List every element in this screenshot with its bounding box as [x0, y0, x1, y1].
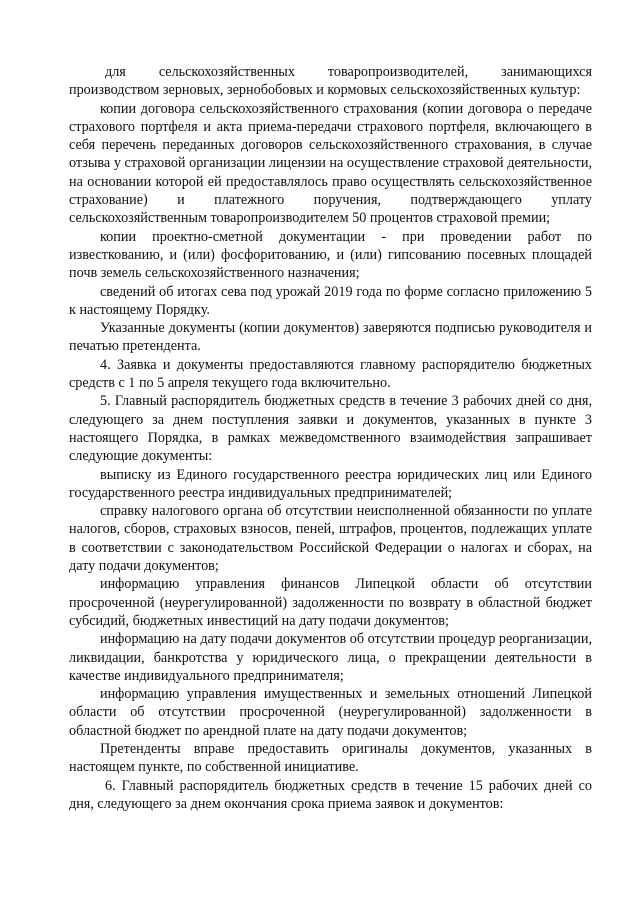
paragraph-item-5: 5. Главный распорядитель бюджетных средств в течение 3 рабочих дней со дня, следующего за днем поступления заявки и документов, указанных в пункте 3 настоящего Порядка, в рамках межведомственного взаимодействия запрашивает следующие документы:	[69, 393, 592, 465]
paragraph-registry-extract: выписку из Единого государственного реестра юридических лиц или Единого государственного реестра индивидуальных предпринимателей;	[69, 466, 592, 501]
paragraph-tax-certificate: справку налогового органа об отсутствии неисполненной обязанности по уплате налогов, сборов, страховых взносов, пеней, штрафов, процентов, подлежащих уплате в соответствии с законодательством Российской Федерации о налогах и сборах, на дату подачи документов;	[69, 503, 592, 575]
paragraph-originals: Претенденты вправе предоставить оригиналы документов, указанных в настоящем пункте, по собственной инициативе.	[69, 740, 592, 776]
paragraph-finance-info: информацию управления финансов Липецкой области об отсутствии просроченной (неурегулированной) задолженности по возврату в областной бюджет субсидий, бюджетных инвестиций на дату подачи документов;	[69, 576, 592, 629]
paragraph-sowing-results: сведений об итогах сева под урожай 2019 года по форме согласно приложению 5 к настоящему Порядку.	[69, 283, 592, 318]
paragraph-item-4: 4. Заявка и документы предоставляются главному распорядителю бюджетных средств с 1 по 5 апреля текущего года включительно.	[69, 356, 592, 392]
paragraph-reorganization-info: информацию на дату подачи документов об отсутствии процедур реорганизации, ликвидации, банкротства у юридического лица, о прекращении деятельности в качестве индивидуального предпринимателя;	[69, 631, 592, 684]
paragraph-project-documentation: копии проектно-сметной документации - при проведении работ по известкованию, и (или) фосфоритованию, и (или) гипсованию посевных площадей почв земель сельскохозяйственного назначения;	[69, 228, 592, 282]
paragraph-property-info: информацию управления имущественных и земельных отношений Липецкой области об отсутствии просроченной (неурегулированной) задолженности в областной бюджет по арендной плате на дату подачи документов;	[69, 686, 592, 739]
paragraph-crop-producers: для сельскохозяйственных товаропроизводителей, занимающихся производством зерновых, зернобобовых и кормовых сельскохозяйственных культур:	[69, 64, 592, 99]
paragraph-insurance-contract: копии договора сельскохозяйственного страхования (копии договора о передаче страхового портфеля и акта приема-передачи страхового портфеля, включающего в себя перечень переданных договоров сельскохозяйственного страхования, в случае отзыва у страховой организации лицензии на осуществление страховой деятельности, на основании которой ей предоставлялось право осуществлять сельскохозяйственное страхование) и платежного поручения, подтверждающего уплату сельскохозяйственным товаропроизводителем 50 процентов страховой премии;	[69, 100, 592, 227]
paragraph-certification: Указанные документы (копии документов) заверяются подписью руководителя и печатью претендента.	[69, 320, 592, 355]
paragraph-item-6: 6. Главный распорядитель бюджетных средств в течение 15 рабочих дней со дня, следующего за днем окончания срока приема заявок и документов:	[69, 777, 592, 812]
document-page	[69, 63, 592, 813]
